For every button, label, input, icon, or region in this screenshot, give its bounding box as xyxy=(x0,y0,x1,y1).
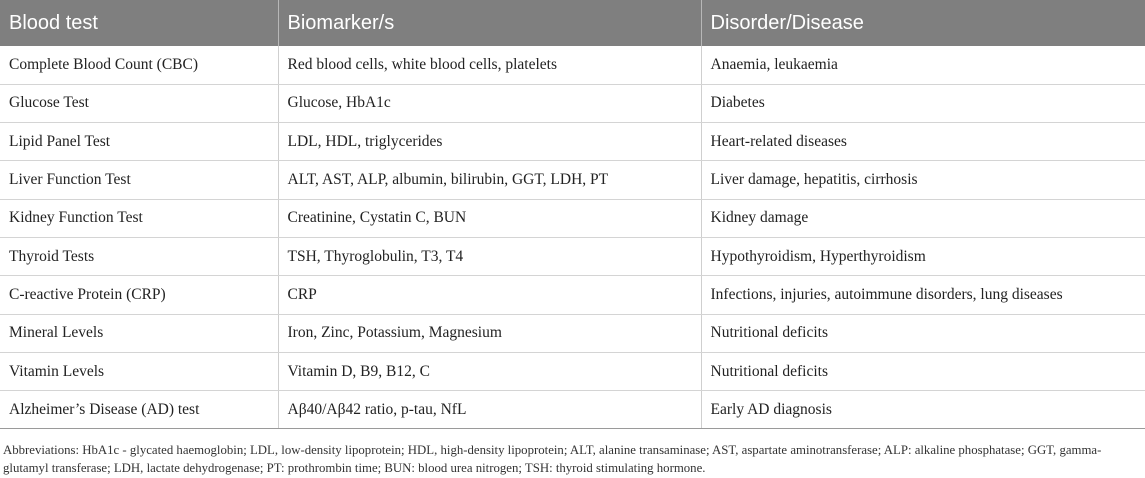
header-disorder-disease: Disorder/Disease xyxy=(701,0,1145,46)
biomarker-cell: CRP xyxy=(278,276,701,314)
header-blood-test: Blood test xyxy=(9,11,98,34)
biomarker-cell: Creatinine, Cystatin C, BUN xyxy=(278,199,701,237)
biomarker-cell: Iron, Zinc, Potassium, Magnesium xyxy=(278,314,701,352)
biomarker-cell: Aβ40/Aβ42 ratio, p-tau, NfL xyxy=(278,391,701,429)
biomarker-cell: LDL, HDL, triglycerides xyxy=(278,123,701,161)
table-row xyxy=(0,276,1145,314)
disorder-cell: Nutritional deficits xyxy=(701,314,1145,352)
blood-test-cell: Glucose Test xyxy=(0,84,278,122)
disorder-cell: Infections, injuries, autoimmune disorders, lung diseases xyxy=(701,276,1145,314)
disorder-cell: Diabetes xyxy=(701,84,1145,122)
biomarker-cell: Glucose, HbA1c xyxy=(278,84,701,122)
table-row xyxy=(0,314,1145,352)
biomarker-cell: TSH, Thyroglobulin, T3, T4 xyxy=(278,237,701,275)
table-header xyxy=(0,0,1145,46)
table-row xyxy=(0,161,1145,199)
table-row xyxy=(0,237,1145,275)
blood-test-cell: Vitamin Levels xyxy=(0,352,278,390)
table-row xyxy=(0,352,1145,390)
table-row xyxy=(0,199,1145,237)
biomarker-cell: Vitamin D, B9, B12, C xyxy=(278,352,701,390)
table-row xyxy=(0,391,1145,429)
table-row xyxy=(0,84,1145,122)
disorder-cell: Anaemia, leukaemia xyxy=(701,46,1145,84)
blood-test-cell: Thyroid Tests xyxy=(0,237,278,275)
blood-test-cell: Lipid Panel Test xyxy=(0,123,278,161)
blood-test-cell: Complete Blood Count (CBC) xyxy=(0,46,278,84)
table-body xyxy=(0,46,1145,429)
blood-test-cell: C-reactive Protein (CRP) xyxy=(0,276,278,314)
disorder-cell: Hypothyroidism, Hyperthyroidism xyxy=(701,237,1145,275)
disorder-cell: Nutritional deficits xyxy=(701,352,1145,390)
blood-test-cell: Liver Function Test xyxy=(0,161,278,199)
biomarker-cell: Red blood cells, white blood cells, platelets xyxy=(278,46,701,84)
blood-test-cell: Alzheimer’s Disease (AD) test xyxy=(0,391,278,429)
disorder-cell: Liver damage, hepatitis, cirrhosis xyxy=(701,161,1145,199)
header-row xyxy=(0,0,1145,46)
disorder-cell: Heart-related diseases xyxy=(701,123,1145,161)
table-row xyxy=(0,123,1145,161)
header-biomarkers: Biomarker/s xyxy=(278,0,701,46)
abbreviations-footnote: Abbreviations: HbA1c - glycated haemoglobin; LDL, low-density lipoprotein; HDL, high-density lipoprotein; ALT, alanine transaminase; AST, aspartate aminotransferase; ALP: alkaline phosphatase; GGT, gamma-glutamyl transferase; LDH, lactate dehydrogenase; PT: prothrombin time; BUN: blood urea nitrogen; TSH: thyroid stimulating hormone. xyxy=(3,443,1102,475)
blood-test-cell: Mineral Levels xyxy=(0,314,278,352)
disorder-cell: Kidney damage xyxy=(701,199,1145,237)
disorder-cell: Early AD diagnosis xyxy=(701,391,1145,429)
blood-test-cell: Kidney Function Test xyxy=(0,199,278,237)
biomarker-cell: ALT, AST, ALP, albumin, bilirubin, GGT, LDH, PT xyxy=(278,161,701,199)
table-row xyxy=(0,46,1145,84)
